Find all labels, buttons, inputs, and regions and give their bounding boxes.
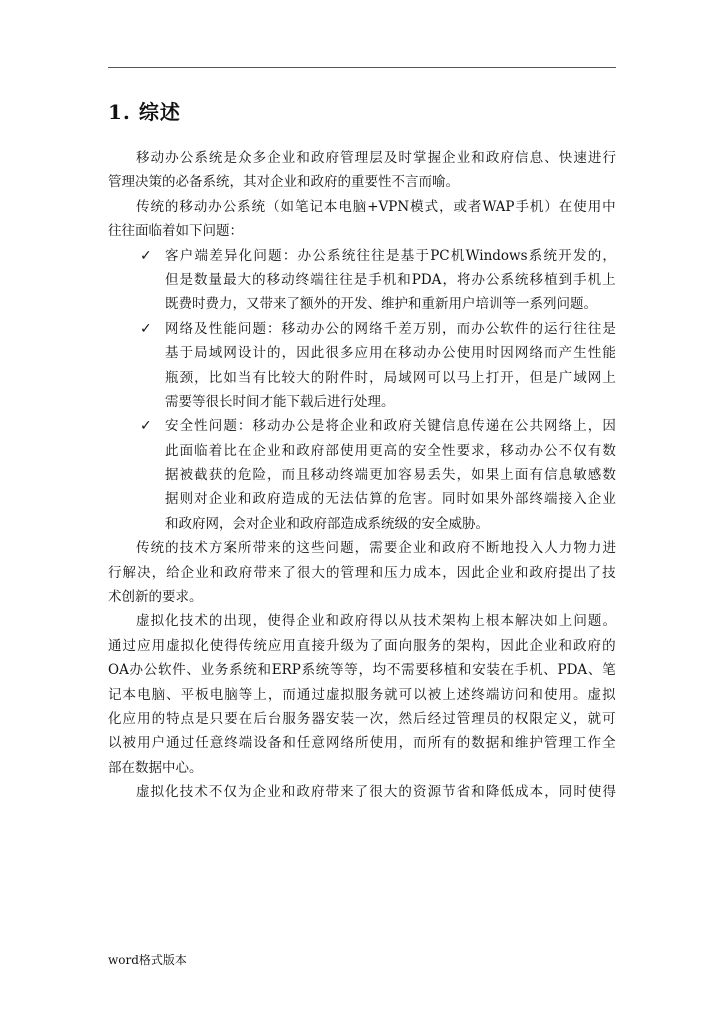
text-line: 瓶 颈 ， 比 如 当 有 比 较 大 的 附 件 时 ， 局 域 网 可 以 马 上 打 开 ， 但 是 广 域 网 上: [165, 369, 616, 386]
bullet-item: [108, 244, 616, 317]
text-line: 此 面 临 着 比 在 企 业 和 政 府 部 使 用 更 高 的 安 全 性 要 求 ， 移 动 办 公 不 仅 有 数: [165, 442, 616, 459]
text-line: 网 络 及 性 能 问 题 ： 移 动 办 公 的 网 络 千 差 万 别 ， 而 办 公 软 件 的 运 行 往 往 是: [165, 320, 616, 337]
text-line: 虚 拟 化 技 术 不 仅 为 企 业 和 政 府 带 来 了 很 大 的 资 源 节 省 和 降 低 成 本 ， 同 时 使 得: [136, 784, 616, 801]
text-line: 往往面临着如下问题：: [108, 223, 243, 240]
paragraph: [108, 146, 616, 195]
bullet-item: [108, 414, 616, 536]
text-line: 安 全 性 问 题 ： 移 动 办 公 是 将 企 业 和 政 府 关 键 信 息 传 递 在 公 共 网 络 上 ， 因: [165, 418, 616, 435]
text-line: OA 办 公 软 件 、 业 务 系 统 和 ERP 系 统 等 等 ， 均 不 需 要 移 植 和 安 装 在 手 机 、 PDA 、 笔: [108, 662, 616, 679]
checkmark-icon: ✓: [140, 418, 152, 435]
header-rule: [108, 67, 616, 68]
text-line: 传 统 的 技 术 方 案 所 带 来 的 这 些 问 题 ， 需 要 企 业 和 政 府 不 断 地 投 入 人 力 物 力 进: [136, 540, 616, 557]
text-line: 但 是 数 量 最 大 的 移 动 终 端 往 往 是 手 机 和 PDA ， 将 办 公 系 统 移 植 到 手 机 上: [165, 271, 616, 288]
text-line: 部在数据中心。: [108, 759, 203, 776]
checkmark-icon: ✓: [140, 320, 152, 337]
footer-text: word格式版本: [108, 953, 187, 967]
text-line: 化 应 用 的 特 点 是 只 要 在 后 台 服 务 器 安 装 一 次 ， 然 后 经 过 管 理 员 的 权 限 定 义 ， 就 可: [108, 710, 616, 727]
document-body: [108, 146, 616, 805]
paragraph: [108, 195, 616, 244]
text-line: 管理决策的必备系统，其对企业和政府的重要性不言而喻。: [108, 174, 459, 191]
text-line: 移 动 办 公 系 统 是 众 多 企 业 和 政 府 管 理 层 及 时 掌 握 企 业 和 政 府 信 息 、 快 速 进 行: [136, 150, 616, 166]
text-line: 和政府网，会对企业和政府部造成系统级的安全威胁。: [165, 515, 489, 532]
text-line: 客 户 端 差 异 化 问 题 ： 办 公 系 统 往 往 是 基 于 PC 机 Windows 系 统 开 发 的 ，: [165, 247, 616, 264]
paragraph: [108, 780, 616, 804]
text-line: 行 解 决 ， 给 企 业 和 政 府 带 来 了 很 大 的 管 理 和 压 力 成 本 ， 因 此 企 业 和 政 府 提 出 了 技: [108, 564, 616, 581]
text-line: 以 被 用 户 通 过 任 意 终 端 设 备 和 任 意 网 络 所 使 用 ， 而 所 有 的 数 据 和 维 护 管 理 工 作 全: [108, 735, 616, 752]
text-line: 需要等很长时间才能下载后进行处理。: [165, 393, 395, 410]
text-line: 传 统 的 移 动 办 公 系 统 （ 如 笔 记 本 电 脑 +VPN 模 式 ， 或 者 WAP 手 机 ） 在 使 用 中: [136, 198, 616, 215]
text-line: 虚 拟 化 技 术 的 出 现 ， 使 得 企 业 和 政 府 得 以 从 技 术 架 构 上 根 本 解 决 如 上 问 题 。: [136, 613, 616, 630]
checkmark-icon: ✓: [140, 247, 152, 264]
text-line: 据 被 截 获 的 危 险 ， 而 且 移 动 终 端 更 加 容 易 丢 失 ， 如 果 上 面 有 信 息 敏 感 数: [165, 467, 616, 484]
bullet-item: [108, 317, 616, 415]
paragraph: [108, 536, 616, 609]
text-line: 术创新的要求。: [108, 589, 203, 606]
text-line: 据 则 对 企 业 和 政 府 造 成 的 无 法 估 算 的 危 害 。 同 时 如 果 外 部 终 端 接 入 企 业: [165, 491, 616, 508]
text-line: 基 于 局 域 网 设 计 的 ， 因 此 很 多 应 用 在 移 动 办 公 使 用 时 因 网 络 而 产 生 性 能: [165, 345, 616, 362]
text-line: 既费时费力，又带来了额外的开发、维护和重新用户培训等一系列问题。: [165, 296, 597, 313]
section-heading: 1. 综述: [108, 100, 181, 124]
text-line: 通 过 应 用 虚 拟 化 使 得 传 统 应 用 直 接 升 级 为 了 面 向 服 务 的 架 构 ， 因 此 企 业 和 政 府 的: [108, 637, 616, 654]
text-line: 记 本 电 脑 、 平 板 电 脑 等 上 ， 而 通 过 虚 拟 服 务 就 可 以 被 上 述 终 端 访 问 和 使 用 。 虚 拟: [108, 686, 616, 703]
paragraph: [108, 609, 616, 780]
